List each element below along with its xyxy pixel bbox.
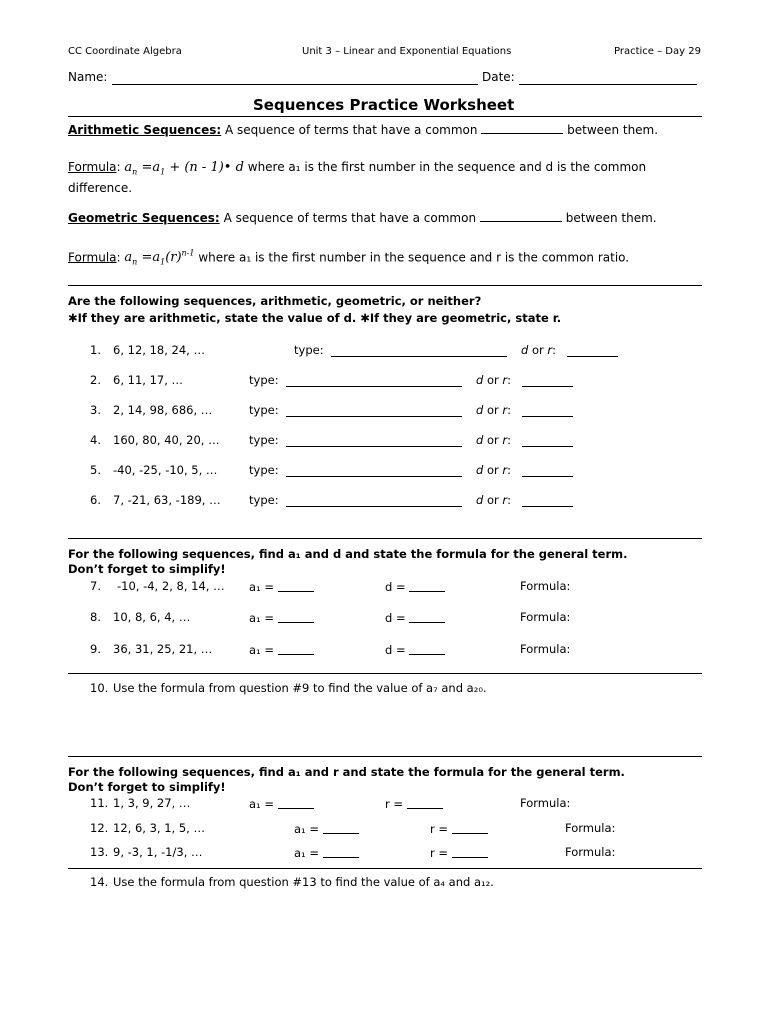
q7-sequence: -10, -4, 2, 8, 14, …	[117, 579, 225, 593]
q8-formula-label: Formula:	[520, 610, 571, 624]
q10-text: Use the formula from question #9 to find the value of a₇ and a₂₀.	[113, 681, 487, 695]
q11-a1	[249, 797, 314, 811]
q9-formula-label: Formula:	[520, 642, 571, 656]
arithmetic-formula-where: where a₁ is the first number in the sequence and d is the common	[247, 160, 647, 174]
q2-dr-label: d or r:	[476, 373, 511, 387]
q2-dr-blank[interactable]	[522, 386, 573, 387]
section1-rule	[68, 285, 702, 286]
q12-number: 12.	[90, 821, 109, 835]
q11-r	[385, 797, 443, 811]
arithmetic-formula-line: Formula: $a_n =a_1 + (n$ - 1)• d where a₁ is the first number in the sequence and d is the common	[68, 160, 647, 177]
q10-rule	[68, 673, 702, 674]
q9-sequence: 36, 31, 25, 21, …	[113, 642, 213, 656]
q12-formula-label: Formula:	[565, 821, 616, 835]
q9-d-blank[interactable]	[409, 653, 445, 655]
q11-sequence: 1, 3, 9, 27, …	[113, 796, 191, 810]
q5-number: 5.	[90, 463, 101, 477]
q3-dr-blank[interactable]	[522, 416, 573, 417]
arithmetic-text-b: between them.	[567, 123, 659, 137]
geometric-formula-line: Formula: $a_n =a_1(r)^{n-1}$ where a₁ is the first number in the sequence and r is the common ratio.	[68, 249, 630, 267]
q8-a1	[249, 611, 314, 625]
q2-number: 2.	[90, 373, 101, 387]
q8-d-blank[interactable]	[409, 621, 445, 623]
q14-number: 14.	[90, 875, 109, 889]
q5-dr-label: d or r:	[476, 463, 511, 477]
title-rule	[68, 116, 702, 117]
q3-type-blank[interactable]	[286, 416, 462, 417]
section3-line2: Don’t forget to simplify!	[68, 780, 226, 794]
q12-a1-blank[interactable]	[323, 832, 359, 834]
q4-sequence: 160, 80, 40, 20, …	[113, 433, 220, 447]
q5-sequence: -40, -25, -10, 5, …	[113, 463, 218, 477]
geometric-text-a: A sequence of terms that have a common	[223, 211, 477, 225]
q7-number: 7.	[90, 579, 101, 593]
q7-a1	[249, 580, 314, 594]
q9-d-label: d =	[385, 643, 406, 657]
q1-type-label: type:	[294, 343, 324, 357]
q6-type-label: type:	[249, 493, 279, 507]
q9-d	[385, 643, 445, 657]
geometric-definition	[68, 211, 657, 225]
q3-dr-label: d or r:	[476, 403, 511, 417]
name-blank[interactable]	[112, 84, 478, 85]
q8-d	[385, 611, 445, 625]
q1-type-blank[interactable]	[331, 356, 507, 357]
q2-type-label: type:	[249, 373, 279, 387]
q6-dr-label: d or r:	[476, 493, 511, 507]
arithmetic-text-a: A sequence of terms that have a common	[225, 123, 478, 137]
q7-d-label: d =	[385, 580, 406, 594]
q5-type-label: type:	[249, 463, 279, 477]
q12-a1-label: a₁ =	[294, 822, 319, 836]
q7-a1-label: a₁ =	[249, 580, 274, 594]
q6-type-blank[interactable]	[286, 506, 462, 507]
q3-type-label: type:	[249, 403, 279, 417]
unit-title: Unit 3 – Linear and Exponential Equations	[302, 46, 512, 57]
q13-r	[430, 846, 488, 860]
q11-a1-blank[interactable]	[278, 807, 314, 809]
q11-formula-label: Formula:	[520, 796, 571, 810]
q13-number: 13.	[90, 845, 109, 859]
q13-formula-label: Formula:	[565, 845, 616, 859]
q2-sequence: 6, 11, 17, …	[113, 373, 184, 387]
practice-day: Practice – Day 29	[614, 46, 701, 57]
q6-dr-blank[interactable]	[522, 506, 573, 507]
q11-r-blank[interactable]	[407, 807, 443, 809]
arithmetic-heading: Arithmetic Sequences:	[68, 123, 222, 137]
q12-a1	[294, 822, 359, 836]
q12-r	[430, 822, 488, 836]
q11-a1-label: a₁ =	[249, 797, 274, 811]
course-name: CC Coordinate Algebra	[68, 46, 182, 57]
arithmetic-formula: $a_n =a_1 + (n$ - 1)• d	[124, 160, 244, 177]
date-label: Date:	[482, 70, 515, 84]
page-title: Sequences Practice Worksheet	[253, 96, 515, 114]
q13-a1-blank[interactable]	[323, 856, 359, 858]
q4-dr-blank[interactable]	[522, 446, 573, 447]
q13-a1	[294, 846, 359, 860]
q8-d-label: d =	[385, 611, 406, 625]
q4-dr-label: d or r:	[476, 433, 511, 447]
q11-number: 11.	[90, 796, 109, 810]
q4-number: 4.	[90, 433, 101, 447]
q13-r-blank[interactable]	[452, 856, 488, 858]
q1-sequence: 6, 12, 18, 24, …	[113, 343, 205, 357]
section1-line2: ✱If they are arithmetic, state the value of d. ✱If they are geometric, state r.	[68, 311, 562, 325]
q8-a1-blank[interactable]	[278, 621, 314, 623]
geometric-blank[interactable]	[480, 221, 562, 222]
q4-type-blank[interactable]	[286, 446, 462, 447]
q5-type-blank[interactable]	[286, 476, 462, 477]
q4-type-label: type:	[249, 433, 279, 447]
arithmetic-blank[interactable]	[481, 133, 563, 134]
geometric-text-b: between them.	[565, 211, 657, 225]
q9-a1	[249, 643, 314, 657]
q12-r-blank[interactable]	[452, 832, 488, 834]
date-blank[interactable]	[519, 84, 697, 85]
q9-a1-blank[interactable]	[278, 653, 314, 655]
q7-d-blank[interactable]	[409, 590, 445, 592]
section2-rule	[68, 538, 702, 539]
section3-rule	[68, 756, 702, 757]
q1-dr-blank[interactable]	[567, 356, 618, 357]
q11-r-label: r =	[385, 797, 404, 811]
q5-dr-blank[interactable]	[522, 476, 573, 477]
q2-type-blank[interactable]	[286, 386, 462, 387]
q13-sequence: 9, -3, 1, -1/3, …	[113, 845, 203, 859]
q7-formula-label: Formula:	[520, 579, 571, 593]
section2-line1: For the following sequences, find a₁ and d and state the formula for the general term.	[68, 547, 628, 561]
geometric-formula: $a_n =a_1(r)^{n-1}$	[124, 249, 195, 267]
q9-a1-label: a₁ =	[249, 643, 274, 657]
arithmetic-definition	[68, 123, 658, 137]
q8-a1-label: a₁ =	[249, 611, 274, 625]
q3-sequence: 2, 14, 98, 686, …	[113, 403, 213, 417]
q13-a1-label: a₁ =	[294, 846, 319, 860]
q10-number: 10.	[90, 681, 109, 695]
q12-sequence: 12, 6, 3, 1, 5, …	[113, 821, 205, 835]
geometric-formula-label: Formula	[68, 250, 117, 265]
section3-line1: For the following sequences, find a₁ and r and state the formula for the general term.	[68, 765, 625, 779]
q14-rule	[68, 868, 702, 869]
geometric-heading: Geometric Sequences:	[68, 211, 220, 225]
q8-number: 8.	[90, 610, 101, 624]
q9-number: 9.	[90, 642, 101, 656]
q7-d	[385, 580, 445, 594]
section2-line2: Don’t forget to simplify!	[68, 562, 226, 576]
q12-r-label: r =	[430, 822, 449, 836]
q7-a1-blank[interactable]	[278, 590, 314, 592]
q6-sequence: 7, -21, 63, -189, …	[113, 493, 221, 507]
q14-text: Use the formula from question #13 to find the value of a₄ and a₁₂.	[113, 875, 494, 889]
q1-number: 1.	[90, 343, 101, 357]
geometric-formula-where: where a₁ is the first number in the sequence and r is the common ratio.	[198, 250, 630, 265]
arithmetic-formula-label: Formula	[68, 160, 117, 174]
q13-r-label: r =	[430, 846, 449, 860]
section1-line1: Are the following sequences, arithmetic, geometric, or neither?	[68, 294, 482, 308]
name-label: Name:	[68, 70, 108, 84]
q1-dr-label: d or r:	[521, 343, 556, 357]
q3-number: 3.	[90, 403, 101, 417]
q6-number: 6.	[90, 493, 101, 507]
q8-sequence: 10, 8, 6, 4, …	[113, 610, 191, 624]
arithmetic-formula-cont: difference.	[68, 181, 133, 195]
